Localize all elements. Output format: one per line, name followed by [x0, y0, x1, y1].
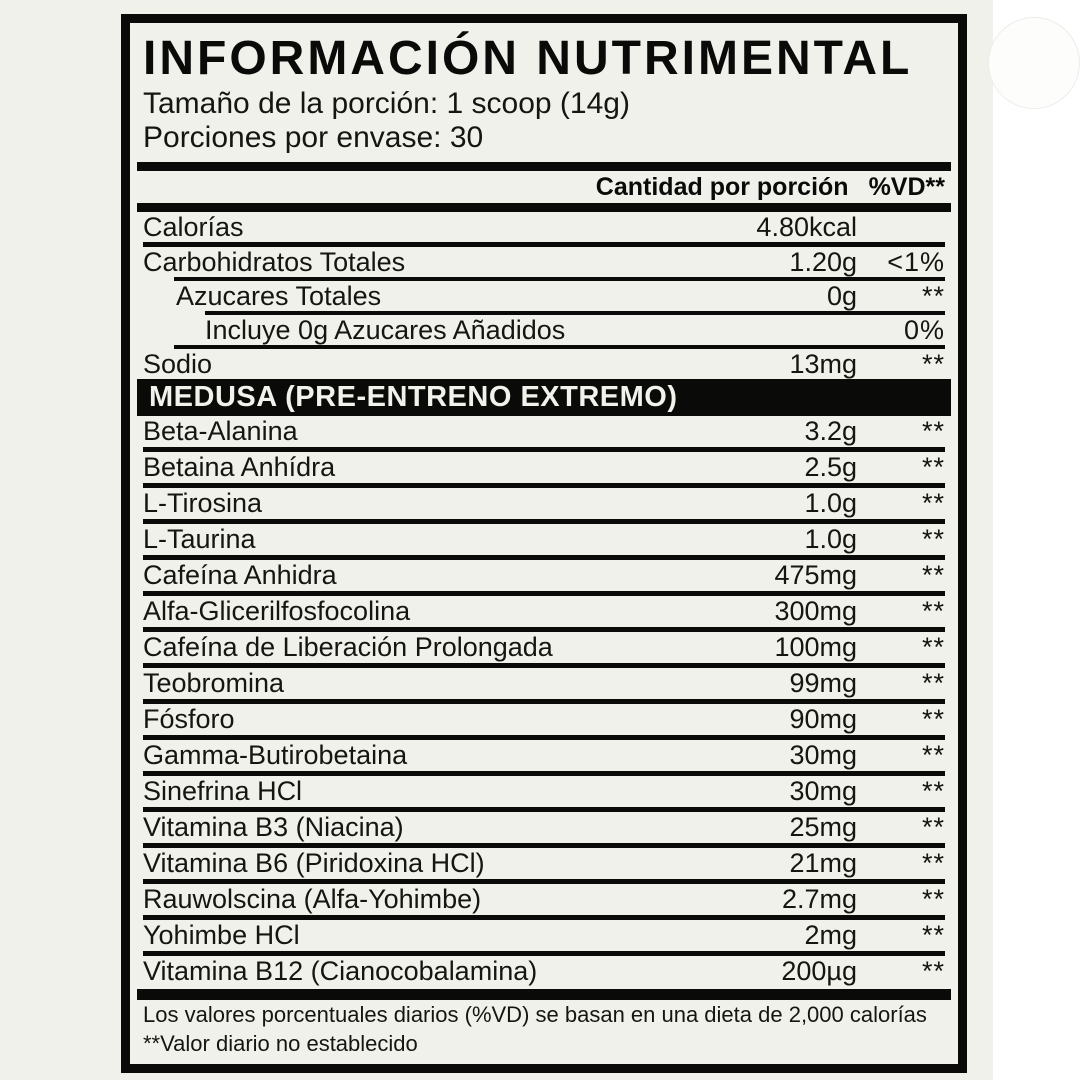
nutrient-name: L-Tirosina: [143, 488, 263, 518]
nutrient-name: Cafeína Anhidra: [143, 560, 337, 590]
thick-divider: [137, 162, 951, 171]
nutrient-name: Vitamina B12 (Cianocobalamina): [143, 956, 538, 986]
nutrient-amount: 1.20g: [789, 247, 857, 277]
nutrient-name: Vitamina B3 (Niacina): [143, 812, 404, 842]
nutrient-row: [143, 416, 945, 452]
nutrient-name: Incluye 0g Azucares Añadidos: [205, 315, 566, 345]
nutrient-name: Calorías: [143, 212, 244, 242]
nutrient-row: [143, 740, 945, 776]
nutrient-amount: 1.0g: [804, 488, 857, 518]
nutrient-name: Vitamina B6 (Piridoxina HCl): [143, 848, 485, 878]
nutrient-amount: 30mg: [789, 776, 857, 806]
nutrient-daily-value: **: [921, 776, 945, 806]
nutrient-amount: 100mg: [774, 632, 857, 662]
nutrient-amount: 300mg: [774, 596, 857, 626]
footnote-not-established: **Valor diario no establecido: [143, 1031, 418, 1056]
nutrient-row: [143, 281, 945, 315]
page-edge-button: [988, 17, 1080, 109]
column-header-row: [143, 171, 945, 203]
ingredient-rows: [143, 416, 945, 987]
nutrient-row: [143, 848, 945, 884]
serving-size-text: Tamaño de la porción: 1 scoop (14g): [143, 87, 630, 120]
nutrient-row: [143, 247, 945, 281]
nutrient-name: Cafeína de Liberación Prolongada: [143, 632, 553, 662]
nutrient-name: Sodio: [143, 349, 213, 379]
nutrient-name: Gamma-Butirobetaina: [143, 740, 408, 770]
nutrient-name: Fósforo: [143, 704, 235, 734]
nutrient-row: [143, 349, 945, 379]
nutrient-row: [143, 632, 945, 668]
nutrient-amount: 21mg: [789, 848, 857, 878]
section-header-medusa: MEDUSA (PRE-ENTRENO EXTREMO): [137, 379, 951, 416]
macronutrient-rows: [143, 212, 945, 379]
nutrient-amount: 0g: [826, 281, 857, 311]
servings-per-container-text: Porciones por envase: 30: [143, 121, 484, 154]
nutrient-daily-value: **: [921, 884, 945, 914]
nutrient-row: [143, 488, 945, 524]
nutrient-name: Azucares Totales: [176, 281, 382, 311]
nutrient-daily-value: 0%: [903, 315, 945, 345]
nutrient-amount: 99mg: [789, 668, 857, 698]
nutrient-daily-value: **: [921, 281, 945, 311]
nutrient-daily-value: **: [921, 452, 945, 482]
nutrition-facts-panel: [121, 14, 967, 1073]
nutrient-row: [143, 452, 945, 488]
nutrient-amount: 2.7mg: [781, 884, 857, 914]
nutrient-daily-value: **: [921, 632, 945, 662]
nutrient-row: [143, 560, 945, 596]
nutrient-amount: 3.2g: [804, 416, 857, 446]
nutrient-row: [143, 668, 945, 704]
footnote-daily-value: Los valores porcentuales diarios (%VD) se basan en una dieta de 2,000 calorías: [143, 1002, 927, 1027]
nutrient-amount: 1.0g: [804, 524, 857, 554]
nutrient-daily-value: **: [921, 848, 945, 878]
nutrient-row: [143, 956, 945, 987]
thick-divider: [137, 203, 951, 212]
nutrient-daily-value: **: [921, 416, 945, 446]
nutrient-row: [143, 704, 945, 740]
nutrient-name: Sinefrina HCl: [143, 776, 303, 806]
dv-column-header: %VD**: [868, 173, 945, 201]
nutrient-row: [143, 920, 945, 956]
panel-title: INFORMACIÓN NUTRIMENTAL: [143, 32, 913, 85]
nutrient-row: [143, 524, 945, 560]
nutrient-daily-value: **: [921, 560, 945, 590]
nutrient-row: [143, 596, 945, 632]
nutrient-amount: 2mg: [804, 920, 857, 950]
nutrient-name: Beta-Alanina: [143, 416, 298, 446]
thick-divider: [137, 989, 951, 1000]
nutrient-daily-value: **: [921, 956, 945, 986]
nutrient-name: Yohimbe HCl: [143, 920, 300, 950]
nutrient-amount: 30mg: [789, 740, 857, 770]
nutrient-daily-value: **: [921, 920, 945, 950]
nutrient-row: [143, 812, 945, 848]
nutrient-amount: 90mg: [789, 704, 857, 734]
nutrient-name: Rauwolscina (Alfa-Yohimbe): [143, 884, 482, 914]
nutrient-daily-value: <1%: [887, 247, 945, 277]
nutrient-daily-value: **: [921, 704, 945, 734]
amount-column-header: Cantidad por porción: [595, 173, 849, 201]
nutrient-name: L-Taurina: [143, 524, 256, 554]
nutrient-name: Teobromina: [143, 668, 285, 698]
nutrient-daily-value: **: [921, 668, 945, 698]
nutrient-daily-value: **: [921, 740, 945, 770]
nutrient-name: Carbohidratos Totales: [143, 247, 406, 277]
nutrient-amount: 2.5g: [804, 452, 857, 482]
nutrient-daily-value: **: [921, 349, 945, 379]
nutrient-amount: 25mg: [789, 812, 857, 842]
nutrient-row: [143, 212, 945, 247]
nutrient-daily-value: **: [921, 524, 945, 554]
nutrient-name: Alfa-Glicerilfosfocolina: [143, 596, 411, 626]
nutrient-amount: 13mg: [789, 349, 857, 379]
nutrient-amount: 4.80kcal: [756, 212, 857, 242]
nutrient-row: [143, 776, 945, 812]
nutrient-name: Betaina Anhídra: [143, 452, 336, 482]
nutrient-amount: 200µg: [781, 956, 857, 986]
nutrient-row: [143, 884, 945, 920]
nutrient-daily-value: **: [921, 812, 945, 842]
nutrient-row: [143, 315, 945, 349]
nutrient-daily-value: **: [921, 488, 945, 518]
nutrient-daily-value: **: [921, 596, 945, 626]
nutrient-amount: 475mg: [774, 560, 857, 590]
